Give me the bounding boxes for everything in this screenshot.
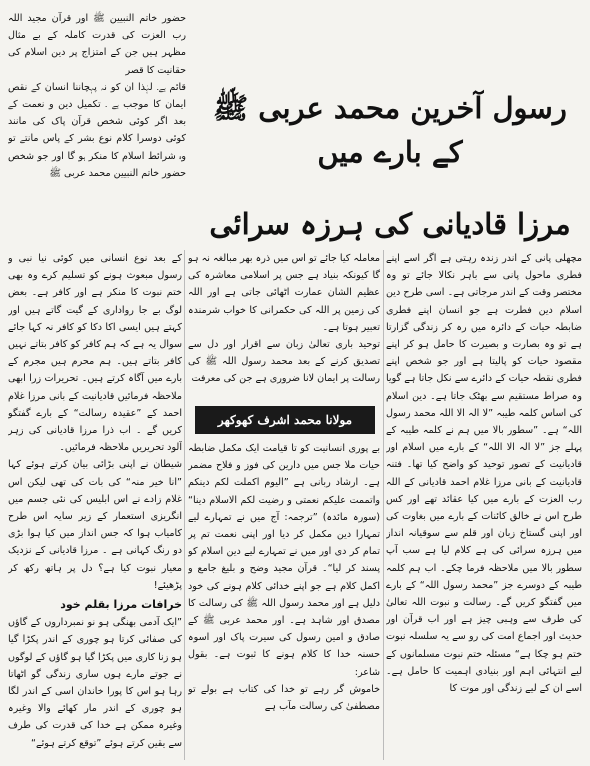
column-middle-top (188, 250, 380, 405)
column-left (386, 250, 582, 766)
paragraph: معاملہ کیا جائے تو اس میں ذرہ بھر مبالغہ نہ ہو گا کیونکہ بنیاد ہے جس پر اسلامی معاشرہ کی عظیم الشان عمارت اٹھائی جاتی ہے اور اللہ کی زمین پر اللہ کی حکمرانی کا خواب شرمندہ تعبیر ہوتا ہے۔ (188, 253, 380, 333)
article-headline (195, 76, 585, 244)
subheading: خرافات مرزا بقلم خود (60, 598, 182, 612)
column-divider (383, 250, 384, 760)
verse: خاموش گر رہے تو خدا کی کتاب ہے بولے تو مصطفیٰ کی رسالت مآب ہے (188, 683, 380, 713)
paragraph: مچھلی پانی کے اندر زندہ رہتی ہے اگر اسے اپنے فطری ماحول پانی سے باہر نکالا جائے تو وہ مختصر وقت کے اندر مرجاتی ہے۔ اسی طرح دین اسلام دین فطرت ہے جو انسان اپنے فطری ضابطہ حیات کے دائرہ میں رہ کر زندگی گزارتا ہے تو وہ بصارت و بصیرت کا حامل ہو کر اپنے مقصود حیات کو پالیتا ہے اور جو شخص اپنے فطری نقطہ حیات کے دائرے سے نکل جاتا ہے گویا وہ صراط مستقیم سے بھٹک جاتا ہے۔ دین اسلام کی اساس کلمہ طیبہ ”لا الہ الا اللہ محمد رسول اللہ“ ہے۔ ”سطور بالا میں ہم نے کلمہ طیبہ کے پہلے جز ”لا الہ الا اللہ“ کے بارے میں اسلام اور قادیانیت کے تصور توحید کو واضح کیا تھا۔ فتنہ قادیانیت کے بانی مرزا غلام احمد قادیانی کے اللہ رب العزت کے بارے میں کیا عقائد تھے اور کس طرح اس نے خالق کائنات کے بارے میں بغاوت کی اور اپنی گستاخ زبان اور قلم سے سوقیانہ انداز میں ہرزہ سرائی کی ہے کلام لیا ہے سب آپ سطور بالا میں ملاحظہ فرما چکے۔ اب ہم کلمہ طیبہ کے دوسرے جز ”محمد رسول اللہ“ کے بارے میں گفتگو کریں گے۔ رسالت و نبوت اللہ تعالیٰ کی طرف سے وہبی چیز ہے اور اب قرآن اور حدیث اور اجماع امت کی رو سے یہ سلسلہ نبوت ختم ہو چکا ہے“ مسئلہ ختم نبوت مسلمانوں کے لیے انتہائی اہم اور بنیادی اہمیت کا حامل ہے۔ اسے ان کے لیے زندگی اور موت کا (386, 253, 582, 695)
paragraph: حضور خاتم النبیین ﷺ اور قرآن مجید اللہ رب العزت کی قدرت کاملہ کے بے مثال مظہر ہیں جن کے امتزاج پر دین اسلام کی حقانیت کا قصر (8, 13, 186, 76)
headline-line-2: مرزا قادیانی کی ہرزہ سرائی (209, 207, 571, 241)
column-top-right (8, 10, 186, 245)
paragraph: شیطان نے اپنی بڑائی بیان کرتے ہوئے کہا ”انا خیر منہ“ کی بات کی تھی لیکن اس غلام زادے نے اس ابلیس کی نئی جسم میں انگریزی استعمار کے زیر سایہ اس طرح کامیاب ہوا کہ جس انداز میں کیا ہوا بڑی دو رنگ کہانی ہے ۔ مرزا قادیانی کے نزدیک معیار نبوت کیا ہے؟ دل پر ہاتھ رکھ کر پڑھیئے! (8, 459, 182, 591)
paragraph: ”ایک آدمی بھنگی ہو نو نمبرداروں کے گاؤں کی صفائی کرتا ہو چوری کے اندر پکڑا گیا ہو زنا کاری میں پکڑا گیا ہو گاؤں کے لوگوں نے جوتے مارے ہوں ساری زندگی گو اٹھاتا رہا ہو اس کا پورا خاندان اسی کے اندر لگا ہو چوری کے اندر مار کھائے والا وغیرہ وغیرہ ممکن ہے خدا کی قدرت کی طرف سے یقین کرتے ہوئے ”توقع کرتے ہوئے“ (8, 617, 182, 749)
paragraph: توحید باری تعالیٰ زبان سے اقرار اور دل سے تصدیق کرنے کے بعد محمد رسول اللہ ﷺ کی رسالت پر ایمان لانا ضروری ہے جن کی معرفت (188, 339, 380, 385)
author-byline: مولانا محمد اشرف کھوکھر (195, 406, 375, 434)
headline-line-1: رسول آخرین محمد عربی ﷺ کے بارے میں (213, 91, 567, 169)
paragraph: کے بعد نوع انسانی میں کوئی نیا نبی و رسول مبعوث ہونے کو تسلیم کرے وہ بھی ختم نبوت کا منکر ہے اور کافر ہے۔ بعض لوگ بے جا رواداری کے گیت گاتے ہیں اور کہتے ہیں ایسی اکا دکا کو کافر نہ کہا جائے سوال یہ ہے کہ ہم کافر کو کافر بتاتے نہیں کافر بتاتے ہیں۔ ہم محرم ہیں مجرم کے بارے میں آگاہ کرتے ہیں۔ تحریرات زرا ابھی ملاحظہ فرمائیں قادیانیت کے بانی مرزا غلام احمد کے ”عقیدہ رسالت“ کے بارے گفتگو کریں گے ۔ اب ذرا مرزا قادیانی کی زہر آلود تحریریں ملاحظہ فرمائیں۔ (8, 253, 182, 454)
paragraph: قائم ہے۔ لہٰذا ان کو نہ پہچاننا انسان کے نقص ایمان کا موجب ہے ۔ تکمیل دین و نعمت کے بعد اگر کوئی شخص قرآن پاک کی مانند کوئی دوسرا کلام نوع بشر کے پاس مانتے تو وہ شرائط اسلام کا منکر ہو گا اور جو شخص حضور خاتم النبیین محمد عربی ﷺ (8, 81, 186, 179)
column-divider (184, 250, 185, 760)
column-middle-bottom (188, 440, 380, 766)
paragraph: بے پوری انسانیت کو تا قیامت ایک مکمل ضابطہ حیات ملا جس میں دارین کی فوز و فلاح مضمر ہے۔ ارشاد ربانی ہے ”الیوم اکملت لکم دینکم واتممت علیکم نعمتی و رضیت لکم الاسلام دینا“ (سورہ مائدہ) ”ترجمہ: آج میں نے تمہارے لیے تمہارا دین مکمل کر دیا اور اپنی نعمت تم پر تمام کر دی اور میں نے تمہارے لیے دین اسلام کو پسند کر لیا“۔ قرآن مجید وضح و بلیغ جامع و اکمل کلام ہے جو اپنے خدائی کلام ہونے کی خود دلیل ہے اور محمد رسول اللہ ﷺ کی رسالت کا مصدق اور شاہد ہے۔ اور محمد عربی ﷺ کے صادق و امین رسول کی سیرت پاک اور اسوہ حسنہ خدا کا کلام ہونے کا ثبوت ہے۔ بقول شاعر: (188, 443, 380, 678)
column-right (8, 250, 182, 766)
